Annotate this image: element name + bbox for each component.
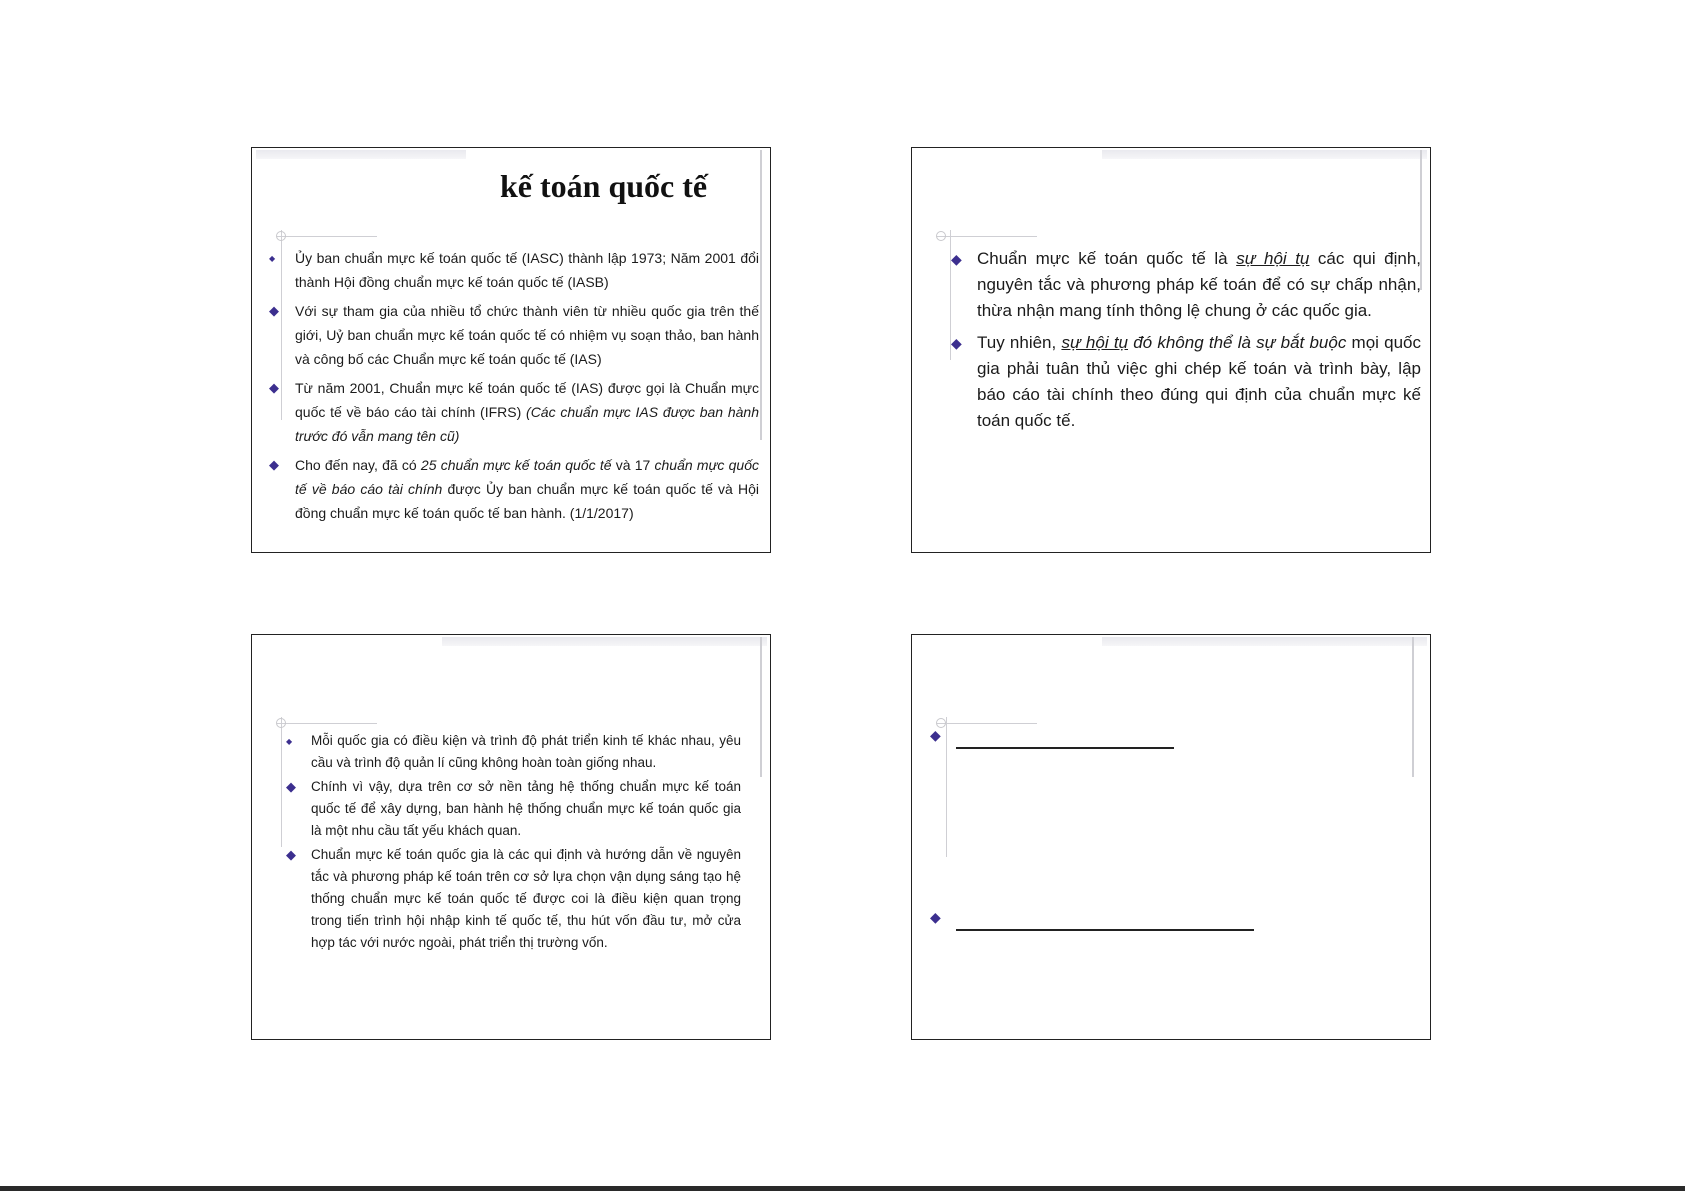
list-item (286, 844, 741, 954)
slide-decoration (937, 236, 1037, 237)
bullet-text-italic: 25 chuẩn mực kế toán quốc tế (420, 457, 612, 473)
bullet-text: Cho đến nay, đã có (295, 457, 421, 473)
list-item (951, 330, 1421, 434)
slide-decoration (760, 637, 762, 777)
list-item (286, 776, 741, 842)
bullet-text: Ủy ban chuẩn mực kế toán quốc tế (IASC) thành lập 1973; Năm 2001 đổi thành Hội đồng chuẩn mực kế toán quốc tế (IASB) (295, 250, 759, 290)
slide-decoration (1102, 150, 1427, 159)
diamond-bullet-icon: ◆ (286, 847, 296, 862)
bullet-text: Chuẩn mực kế toán quốc gia là các qui định và hướng dẫn về nguyên tắc và phương pháp kế toán trên cơ sở lựa chọn vận dụng sáng tạo hệ thống chuẩn mực kế toán quốc tế được coi là điều kiện quan trọng trong tiến trình hội nhập kinh tế quốc tế, thu hút vốn đầu tư, mở cửa hợp tác với nước ngoài, phát triển thị trường vốn. (311, 847, 741, 950)
bullet-list (269, 246, 759, 525)
blank-line (956, 929, 1254, 931)
list-item (269, 246, 759, 294)
slide-2 (911, 147, 1431, 553)
diamond-bullet-icon: ◆ (951, 251, 962, 267)
bullet-text: Chính vì vậy, dựa trên cơ sở nền tảng hệ thống chuẩn mực kế toán quốc tế để xây dựng, ban hành hệ thống chuẩn mực kế toán quốc gia là một nhu cầu tất yếu khách quan. (311, 779, 741, 838)
slide-title: kế toán quốc tế (500, 168, 708, 204)
slide-3 (251, 634, 771, 1040)
slide-decoration (277, 723, 377, 724)
bullet-text: Chuẩn mực kế toán quốc tế là (977, 249, 1237, 268)
bullet-text-italic: chuẩn mực quốc tế về báo cáo tài chính (295, 457, 759, 497)
bullet-text-underlined: sự hội tụ (1236, 249, 1310, 268)
slide-1 (251, 147, 771, 553)
bullet-text: Với sự tham gia của nhiều tổ chức thành viên từ nhiều quốc gia trên thế giới, Uỷ ban chuẩn mực kế toán quốc tế có nhiệm vụ soạn thảo, ban hành và công bố các Chuẩn mực kế toán quốc tế (IAS) (295, 303, 759, 367)
diamond-bullet-icon: ◆ (930, 727, 941, 743)
bullet-text: Tuy nhiên, (977, 333, 1062, 352)
bullet-text-italic: đó không thể là sự bắt buộc (1128, 333, 1347, 352)
bullet-text: mọi quốc gia phải tuân thủ việc ghi chép kế toán và trình bày, lập báo cáo tài chính theo đúng qui định của chuẩn mực kế toán quốc tế. (977, 333, 1421, 430)
bullet-text: các qui định, nguyên tắc và phương pháp kế toán để có sự chấp nhận, thừa nhận mang tính thông lệ chung ở các quốc gia. (977, 249, 1421, 320)
slide-decoration (1102, 637, 1427, 646)
diamond-bullet-icon: ◆ (286, 737, 293, 746)
list-item (951, 246, 1421, 324)
slide-decoration (937, 723, 1037, 724)
slide-decoration (281, 717, 282, 847)
slide-decoration (277, 236, 377, 237)
slide-decoration (256, 150, 466, 159)
bullet-text-underlined: sự hội tụ (1061, 333, 1129, 352)
blank-line (956, 747, 1174, 749)
bullet-text: được Ủy ban chuẩn mực kế toán quốc tế và Hội đồng chuẩn mực kế toán quốc tế ban hành. (1/1/2017) (295, 481, 759, 521)
slide-decoration (442, 637, 767, 646)
bullet-text: và 17 (611, 457, 655, 473)
diamond-bullet-icon: ◆ (930, 909, 941, 925)
bullet-text: Từ năm 2001, Chuẩn mực kế toán quốc tế (IAS) được gọi là Chuẩn mực quốc tế về báo cáo tài chính (IFRS) (295, 380, 759, 420)
slide-decoration (1412, 637, 1414, 777)
slide-decoration (936, 231, 946, 241)
bullet-list (951, 246, 1421, 434)
slide-decoration (760, 150, 762, 440)
bullet-text: Mỗi quốc gia có điều kiện và trình độ phát triển kinh tế khác nhau, yêu cầu và trình độ quản lí cũng không hoàn toàn giống nhau. (311, 733, 741, 770)
list-item (269, 453, 759, 525)
slide-decoration (276, 718, 286, 728)
page-bottom-bar (0, 1186, 1685, 1191)
diamond-bullet-icon: ◆ (951, 335, 962, 351)
diamond-bullet-icon: ◆ (269, 254, 276, 263)
slide-4 (911, 634, 1431, 1040)
bullet-text-italic: (Các chuẩn mực IAS được ban hành trước đó vẫn mang tên cũ) (295, 404, 759, 444)
list-item (269, 299, 759, 371)
list-item (286, 730, 741, 774)
slide-decoration (276, 231, 286, 241)
diamond-bullet-icon: ◆ (269, 303, 279, 318)
slide-decoration (946, 717, 947, 857)
diamond-bullet-icon: ◆ (269, 457, 279, 472)
bullet-list (286, 730, 741, 954)
diamond-bullet-icon: ◆ (286, 779, 296, 794)
diamond-bullet-icon: ◆ (269, 380, 279, 395)
list-item (269, 376, 759, 448)
